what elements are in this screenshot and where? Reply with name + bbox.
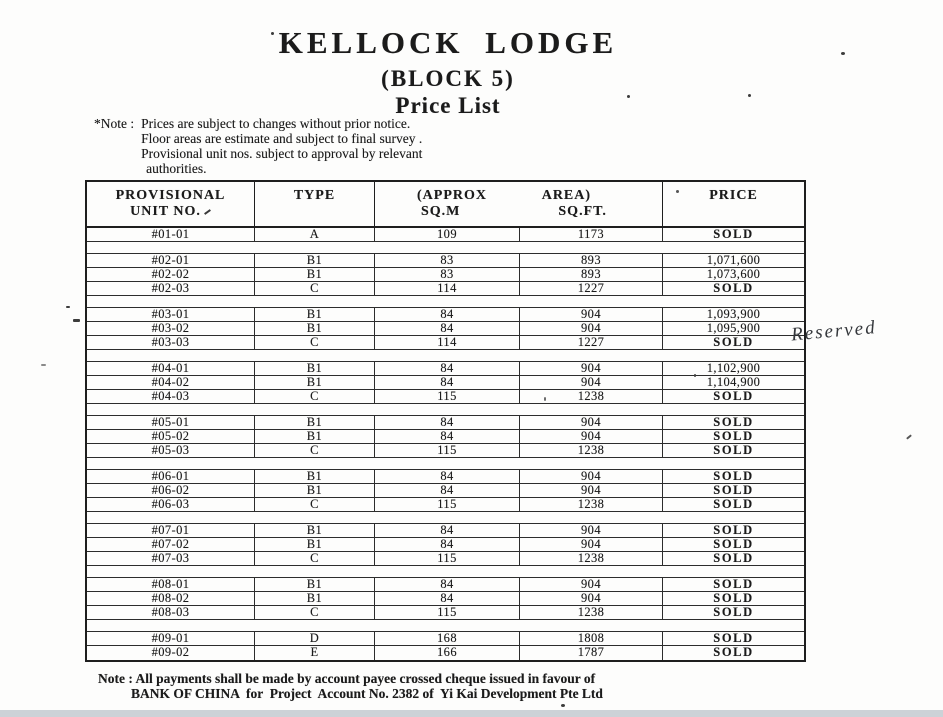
unit-cell: #02-01 — [87, 254, 255, 267]
price-cell: SOLD — [713, 335, 754, 349]
unit-cell: #04-03 — [87, 390, 255, 403]
price-cell: SOLD — [713, 605, 754, 619]
table-row — [87, 498, 804, 512]
top-note-line: authorities. — [146, 161, 207, 176]
header-unit-line2-text: UNIT NO. — [130, 204, 201, 219]
price-cell: 1,102,900 — [706, 361, 761, 375]
price-cell: SOLD — [713, 389, 754, 403]
scan-speck — [676, 190, 679, 193]
sqm-cell: 84 — [375, 578, 520, 591]
table-row — [87, 470, 804, 484]
table-header-row — [87, 182, 804, 228]
sqm-cell: 84 — [375, 592, 520, 605]
sqft-cell: 904 — [520, 592, 663, 605]
unit-cell: #05-01 — [87, 416, 255, 429]
table-row — [87, 336, 804, 350]
sqm-cell: 114 — [375, 336, 520, 349]
scan-speck — [561, 704, 565, 707]
sqft-cell: 904 — [520, 322, 663, 335]
unit-cell: #09-02 — [87, 646, 255, 660]
type-cell: B1 — [255, 524, 375, 537]
type-cell: D — [255, 632, 375, 645]
type-cell: B1 — [255, 470, 375, 483]
header-price: PRICE — [709, 188, 758, 203]
sqm-cell: 115 — [375, 390, 520, 403]
header-unit-line2 — [87, 204, 254, 220]
top-note-label: *Note : — [94, 116, 135, 131]
scan-speck — [841, 52, 845, 55]
table-row — [87, 268, 804, 282]
type-cell: B1 — [255, 430, 375, 443]
price-cell: SOLD — [713, 537, 754, 551]
price-cell: 1,071,600 — [706, 253, 761, 267]
sqft-cell: 904 — [520, 578, 663, 591]
price-cell: SOLD — [713, 415, 754, 429]
table-row — [87, 362, 804, 376]
table-row — [87, 416, 804, 430]
type-cell: B1 — [255, 254, 375, 267]
type-cell: A — [255, 228, 375, 241]
footer-note-line2: BANK OF CHINA for Project Account No. 2382 of Yi Kai Development Pte Ltd — [131, 686, 603, 701]
handwritten-reserved-annotation: Reserved — [790, 317, 878, 346]
top-note-line: Provisional unit nos. subject to approval by relevant — [141, 146, 423, 161]
sqft-cell: 1227 — [520, 282, 663, 295]
table-row — [87, 538, 804, 552]
price-cell: 1,095,900 — [706, 321, 761, 335]
price-cell: SOLD — [713, 631, 754, 645]
sqm-cell: 84 — [375, 538, 520, 551]
sqm-cell: 109 — [375, 228, 520, 241]
top-note — [94, 116, 422, 176]
unit-cell: #07-01 — [87, 524, 255, 537]
table-row — [87, 552, 804, 566]
unit-cell: #06-01 — [87, 470, 255, 483]
price-cell: SOLD — [713, 227, 754, 241]
sqft-cell: 1238 — [520, 606, 663, 619]
price-cell: SOLD — [713, 281, 754, 295]
type-cell: B1 — [255, 322, 375, 335]
price-cell: SOLD — [713, 551, 754, 565]
table-row — [87, 430, 804, 444]
unit-cell: #08-03 — [87, 606, 255, 619]
sqm-cell: 84 — [375, 322, 520, 335]
unit-cell: #03-01 — [87, 308, 255, 321]
unit-cell: #02-03 — [87, 282, 255, 295]
scan-speck — [748, 94, 751, 97]
price-cell: SOLD — [713, 483, 754, 497]
sqm-cell: 84 — [375, 416, 520, 429]
scan-speck — [627, 95, 630, 98]
header-sqft: SQ.FT. — [558, 204, 607, 219]
header-sqm: SQ.M — [421, 204, 461, 219]
sqm-cell: 84 — [375, 524, 520, 537]
price-cell: SOLD — [713, 429, 754, 443]
header-type: TYPE — [255, 182, 375, 226]
price-cell: SOLD — [713, 497, 754, 511]
type-cell: B1 — [255, 578, 375, 591]
table-row — [87, 376, 804, 390]
scan-speck — [544, 397, 546, 401]
sqft-cell: 1173 — [520, 228, 663, 241]
sqft-cell: 1238 — [520, 552, 663, 565]
table-row — [87, 606, 804, 620]
sqm-cell: 84 — [375, 376, 520, 389]
type-cell: B1 — [255, 416, 375, 429]
sqft-cell: 1238 — [520, 444, 663, 457]
unit-cell: #01-01 — [87, 228, 255, 241]
type-cell: C — [255, 336, 375, 349]
price-cell: SOLD — [713, 469, 754, 483]
header-area-title: (APPROX AREA) — [417, 188, 592, 203]
unit-cell: #05-03 — [87, 444, 255, 457]
table-row — [87, 322, 804, 336]
sqm-cell: 84 — [375, 484, 520, 497]
table-row — [87, 228, 804, 242]
sqm-cell: 168 — [375, 632, 520, 645]
price-cell: 1,093,900 — [706, 307, 761, 321]
price-cell: SOLD — [713, 443, 754, 457]
type-cell: B1 — [255, 268, 375, 281]
sqft-cell: 1238 — [520, 498, 663, 511]
table-row — [87, 632, 804, 646]
scanner-edge-artifact — [0, 710, 943, 717]
sqm-cell: 83 — [375, 254, 520, 267]
table-row — [87, 578, 804, 592]
pen-mark — [204, 209, 211, 215]
sqft-cell: 904 — [520, 376, 663, 389]
top-note-line: Prices are subject to changes without prior notice. — [141, 116, 411, 131]
price-cell: 1,073,600 — [706, 267, 761, 281]
sqft-cell: 904 — [520, 470, 663, 483]
type-cell: B1 — [255, 308, 375, 321]
footer-note-line1: Note : All payments shall be made by account payee crossed cheque issued in favour of — [98, 671, 596, 686]
table-row — [87, 282, 804, 296]
doc-subtitle-pricelist: Price List — [395, 93, 501, 118]
type-cell: B1 — [255, 538, 375, 551]
sqft-cell: 904 — [520, 362, 663, 375]
price-cell: SOLD — [713, 577, 754, 591]
sqft-cell: 893 — [520, 268, 663, 281]
price-cell: 1,104,900 — [706, 375, 761, 389]
type-cell: C — [255, 282, 375, 295]
table-body — [87, 228, 804, 660]
type-cell: E — [255, 646, 375, 660]
unit-cell: #07-02 — [87, 538, 255, 551]
table-row — [87, 646, 804, 660]
header-area-units — [375, 204, 662, 220]
sqm-cell: 84 — [375, 308, 520, 321]
sqft-cell: 904 — [520, 538, 663, 551]
header-unit-line1: PROVISIONAL — [115, 188, 226, 203]
header-approx-area — [375, 182, 663, 226]
sqft-cell: 1808 — [520, 632, 663, 645]
unit-cell: #08-02 — [87, 592, 255, 605]
sqm-cell: 115 — [375, 552, 520, 565]
unit-cell: #02-02 — [87, 268, 255, 281]
title-block — [0, 25, 896, 119]
sqm-cell: 84 — [375, 362, 520, 375]
unit-cell: #04-01 — [87, 362, 255, 375]
table-row — [87, 390, 804, 404]
type-cell: C — [255, 606, 375, 619]
sqft-cell: 904 — [520, 524, 663, 537]
type-cell: C — [255, 552, 375, 565]
sqm-cell: 166 — [375, 646, 520, 660]
unit-cell: #08-01 — [87, 578, 255, 591]
sqft-cell: 904 — [520, 484, 663, 497]
sqm-cell: 114 — [375, 282, 520, 295]
unit-cell: #07-03 — [87, 552, 255, 565]
sqft-cell: 1787 — [520, 646, 663, 660]
sqft-cell: 904 — [520, 416, 663, 429]
sqft-cell: 1227 — [520, 336, 663, 349]
unit-cell: #03-03 — [87, 336, 255, 349]
doc-subtitle-block: (BLOCK 5) — [381, 66, 515, 91]
scan-speck — [66, 306, 70, 308]
sqm-cell: 115 — [375, 498, 520, 511]
unit-cell: #04-02 — [87, 376, 255, 389]
sqft-cell: 1238 — [520, 390, 663, 403]
scan-speck — [906, 434, 912, 439]
type-cell: B1 — [255, 484, 375, 497]
table-row — [87, 254, 804, 268]
sqm-cell: 84 — [375, 470, 520, 483]
unit-cell: #09-01 — [87, 632, 255, 645]
type-cell: C — [255, 498, 375, 511]
unit-cell: #06-03 — [87, 498, 255, 511]
scan-speck — [694, 374, 696, 377]
table-row — [87, 484, 804, 498]
table-row — [87, 592, 804, 606]
price-cell: SOLD — [713, 523, 754, 537]
sqm-cell: 115 — [375, 606, 520, 619]
price-table — [85, 180, 806, 662]
sqft-cell: 904 — [520, 430, 663, 443]
type-cell: B1 — [255, 376, 375, 389]
type-cell: B1 — [255, 362, 375, 375]
sqft-cell: 904 — [520, 308, 663, 321]
table-row — [87, 524, 804, 538]
sqm-cell: 83 — [375, 268, 520, 281]
top-note-line: Floor areas are estimate and subject to final survey . — [141, 131, 423, 146]
scan-speck — [73, 319, 80, 322]
unit-cell: #06-02 — [87, 484, 255, 497]
type-cell: B1 — [255, 592, 375, 605]
sqft-cell: 893 — [520, 254, 663, 267]
doc-title: KELLOCK LODGE — [278, 25, 618, 60]
sqm-cell: 84 — [375, 430, 520, 443]
header-unit-no — [87, 182, 255, 226]
type-cell: C — [255, 390, 375, 403]
unit-cell: #03-02 — [87, 322, 255, 335]
price-cell: SOLD — [713, 645, 754, 659]
price-cell: SOLD — [713, 591, 754, 605]
scan-speck — [271, 32, 274, 35]
sqm-cell: 115 — [375, 444, 520, 457]
type-cell: C — [255, 444, 375, 457]
scan-speck — [41, 364, 46, 366]
unit-cell: #05-02 — [87, 430, 255, 443]
table-row — [87, 444, 804, 458]
footer-note — [98, 671, 603, 701]
top-note-lines — [141, 116, 422, 176]
table-row — [87, 308, 804, 322]
